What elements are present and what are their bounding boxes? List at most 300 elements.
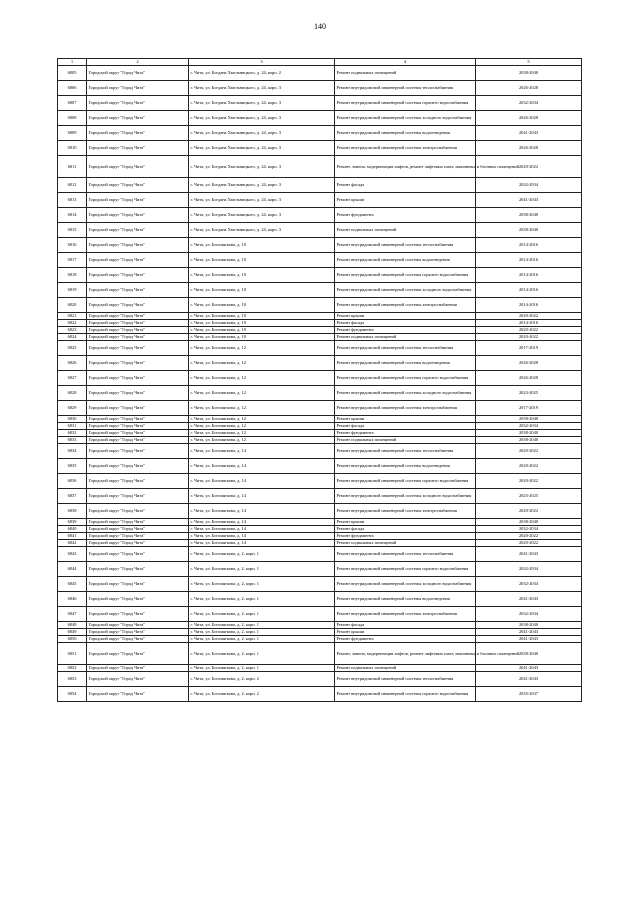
address-cell: г. Чита, ул. Богдана Хмельницкого, д. 24, корп. 3 xyxy=(189,96,335,111)
address-cell: г. Чита, ул. Богдана Хмельницкого, д. 24, корп. 3 xyxy=(189,223,335,238)
work-type-cell: Ремонт внутридомовой инженерной системы теплоснабжения xyxy=(335,547,476,562)
address-cell: г. Чита, ул. Богомягкова, д. 10 xyxy=(189,320,335,327)
table-row xyxy=(58,208,582,223)
row-number: 6843 xyxy=(58,547,87,562)
period-cell: 2032-2034 xyxy=(476,178,582,193)
municipality-cell: Городской округ "Город Чита" xyxy=(87,371,189,386)
register-table xyxy=(57,58,582,702)
table-row xyxy=(58,519,582,526)
row-number: 6846 xyxy=(58,592,87,607)
period-cell: 2041-2043 xyxy=(476,672,582,687)
municipality-cell: Городской округ "Город Чита" xyxy=(87,577,189,592)
period-cell: 2038-2040 xyxy=(476,519,582,526)
row-number: 6829 xyxy=(58,401,87,416)
municipality-cell: Городской округ "Город Чита" xyxy=(87,687,189,702)
table-row xyxy=(58,298,582,313)
row-number: 6830 xyxy=(58,416,87,423)
address-cell: г. Чита, ул. Богомягкова, д. 14 xyxy=(189,540,335,547)
table-row xyxy=(58,607,582,622)
table-row xyxy=(58,687,582,702)
work-type-cell: Ремонт внутридомовой инженерной системы горячего водоснабжения xyxy=(335,371,476,386)
table-row xyxy=(58,178,582,193)
work-type-cell: Ремонт внутридомовой инженерной системы теплоснабжения xyxy=(335,341,476,356)
period-cell: 2023-2025 xyxy=(476,489,582,504)
table-row xyxy=(58,268,582,283)
row-number: 6805 xyxy=(58,66,87,81)
row-number: 6807 xyxy=(58,96,87,111)
work-type-cell: Ремонт подвальных помещений xyxy=(335,223,476,238)
address-cell: г. Чита, ул. Богдана Хмельницкого, д. 24, корп. 3 xyxy=(189,111,335,126)
table-row xyxy=(58,430,582,437)
municipality-cell: Городской округ "Город Чита" xyxy=(87,126,189,141)
work-type-cell: Ремонт фасада xyxy=(335,526,476,533)
row-number: 6828 xyxy=(58,386,87,401)
municipality-cell: Городской округ "Город Чита" xyxy=(87,223,189,238)
municipality-cell: Городской округ "Город Чита" xyxy=(87,636,189,643)
table-row xyxy=(58,96,582,111)
table-row xyxy=(58,444,582,459)
municipality-cell: Городской округ "Город Чита" xyxy=(87,111,189,126)
municipality-cell: Городской округ "Город Чита" xyxy=(87,622,189,629)
address-cell: г. Чита, ул. Богдана Хмельницкого, д. 24, корп. 3 xyxy=(189,126,335,141)
address-cell: г. Чита, ул. Богдана Хмельницкого, д. 24, корп. 3 xyxy=(189,81,335,96)
table-row xyxy=(58,504,582,519)
period-cell: 2014-2016 xyxy=(476,268,582,283)
municipality-cell: Городской округ "Город Чита" xyxy=(87,386,189,401)
column-header: 1 xyxy=(58,59,87,66)
table-row xyxy=(58,66,582,81)
address-cell: г. Чита, ул. Богомягкова, д. 2, корп. 1 xyxy=(189,643,335,665)
work-type-cell: Ремонт внутридомовой инженерной системы водоотведения xyxy=(335,459,476,474)
address-cell: г. Чита, ул. Богдана Хмельницкого, д. 24, корп. 3 xyxy=(189,208,335,223)
period-cell: 2020-2022 xyxy=(476,444,582,459)
table-row xyxy=(58,526,582,533)
address-cell: г. Чита, ул. Богомягкова, д. 14 xyxy=(189,504,335,519)
work-type-cell: Ремонт внутридомовой инженерной системы водоотведения xyxy=(335,253,476,268)
municipality-cell: Городской округ "Город Чита" xyxy=(87,437,189,444)
table-row xyxy=(58,238,582,253)
municipality-cell: Городской округ "Город Чита" xyxy=(87,672,189,687)
work-type-cell: Ремонт внутридомовой инженерной системы водоотведения xyxy=(335,592,476,607)
period-cell: 2017-2019 xyxy=(476,341,582,356)
period-cell: 2032-2034 xyxy=(476,607,582,622)
municipality-cell: Городской округ "Город Чита" xyxy=(87,66,189,81)
municipality-cell: Городской округ "Город Чита" xyxy=(87,81,189,96)
row-number: 6848 xyxy=(58,622,87,629)
table-row xyxy=(58,665,582,672)
address-cell: г. Чита, ул. Богдана Хмельницкого, д. 24, корп. 3 xyxy=(189,156,335,178)
address-cell: г. Чита, ул. Богомягкова, д. 12 xyxy=(189,386,335,401)
table-row xyxy=(58,423,582,430)
address-cell: г. Чита, ул. Богомягкова, д. 2, корп. 2 xyxy=(189,687,335,702)
row-number: 6816 xyxy=(58,238,87,253)
municipality-cell: Городской округ "Город Чита" xyxy=(87,208,189,223)
table-row xyxy=(58,577,582,592)
table-row xyxy=(58,401,582,416)
address-cell: г. Чита, ул. Богомягкова, д. 14 xyxy=(189,519,335,526)
row-number: 6815 xyxy=(58,223,87,238)
table-row xyxy=(58,253,582,268)
period-cell: 2020-2022 xyxy=(476,540,582,547)
row-number: 6833 xyxy=(58,437,87,444)
period-cell: 2014-2016 xyxy=(476,238,582,253)
municipality-cell: Городской округ "Город Чита" xyxy=(87,96,189,111)
municipality-cell: Городской округ "Город Чита" xyxy=(87,268,189,283)
period-cell: 2026-2028 xyxy=(476,356,582,371)
address-cell: г. Чита, ул. Богомягкова, д. 12 xyxy=(189,416,335,423)
address-cell: г. Чита, ул. Богдана Хмельницкого, д. 24, корп. 3 xyxy=(189,178,335,193)
period-cell: 2023-2025 xyxy=(476,386,582,401)
table-row xyxy=(58,643,582,665)
period-cell: 2038-2040 xyxy=(476,622,582,629)
row-number: 6826 xyxy=(58,356,87,371)
work-type-cell: Ремонт фасада xyxy=(335,178,476,193)
table-row xyxy=(58,341,582,356)
column-header: 4 xyxy=(335,59,476,66)
municipality-cell: Городской округ "Город Чита" xyxy=(87,178,189,193)
work-type-cell: Ремонт крыши xyxy=(335,193,476,208)
row-number: 6810 xyxy=(58,141,87,156)
period-cell: 2014-2016 xyxy=(476,253,582,268)
municipality-cell: Городской округ "Город Чита" xyxy=(87,665,189,672)
period-cell: 2026-2028 xyxy=(476,371,582,386)
period-cell: 2014-2016 xyxy=(476,298,582,313)
period-cell: 2026-2028 xyxy=(476,81,582,96)
row-number: 6817 xyxy=(58,253,87,268)
period-cell: 2035-2037 xyxy=(476,687,582,702)
work-type-cell: Ремонт подвальных помещений xyxy=(335,334,476,341)
municipality-cell: Городской округ "Город Чита" xyxy=(87,423,189,430)
address-cell: г. Чита, ул. Богомягкова, д. 12 xyxy=(189,437,335,444)
municipality-cell: Городской округ "Город Чита" xyxy=(87,327,189,334)
address-cell: г. Чита, ул. Богомягкова, д. 2, корп. 1 xyxy=(189,665,335,672)
row-number: 6813 xyxy=(58,193,87,208)
address-cell: г. Чита, ул. Богомягкова, д. 14 xyxy=(189,533,335,540)
period-cell: 2038-2040 xyxy=(476,66,582,81)
table-row xyxy=(58,81,582,96)
row-number: 6842 xyxy=(58,540,87,547)
table-body xyxy=(58,66,582,702)
work-type-cell: Ремонт внутридомовой инженерной системы теплоснабжения xyxy=(335,444,476,459)
municipality-cell: Городской округ "Город Чита" xyxy=(87,489,189,504)
address-cell: г. Чита, ул. Богомягкова, д. 12 xyxy=(189,371,335,386)
period-cell: 2020-2022 xyxy=(476,459,582,474)
period-cell: 2032-2034 xyxy=(476,562,582,577)
table-row xyxy=(58,540,582,547)
period-cell: 2038-2040 xyxy=(476,643,582,665)
address-cell: г. Чита, ул. Богомягкова, д. 14 xyxy=(189,474,335,489)
work-type-cell: Ремонт фундамента xyxy=(335,533,476,540)
municipality-cell: Городской округ "Город Чита" xyxy=(87,334,189,341)
period-cell: 2038-2040 xyxy=(476,437,582,444)
row-number: 6837 xyxy=(58,489,87,504)
row-number: 6824 xyxy=(58,334,87,341)
municipality-cell: Городской округ "Город Чита" xyxy=(87,459,189,474)
work-type-cell: Ремонт внутридомовой инженерной системы горячего водоснабжения xyxy=(335,562,476,577)
row-number: 6853 xyxy=(58,672,87,687)
row-number: 6841 xyxy=(58,533,87,540)
work-type-cell: Ремонт фундамента xyxy=(335,430,476,437)
period-cell: 2020-2022 xyxy=(476,334,582,341)
address-cell: г. Чита, ул. Богомягкова, д. 10 xyxy=(189,313,335,320)
municipality-cell: Городской округ "Город Чита" xyxy=(87,607,189,622)
address-cell: г. Чита, ул. Богомягкова, д. 2, корп. 1 xyxy=(189,592,335,607)
row-number: 6839 xyxy=(58,519,87,526)
work-type-cell: Ремонт фундамента xyxy=(335,208,476,223)
period-cell: 2020-2022 xyxy=(476,533,582,540)
period-cell: 2020-2022 xyxy=(476,313,582,320)
row-number: 6819 xyxy=(58,283,87,298)
table-row xyxy=(58,320,582,327)
municipality-cell: Городской округ "Город Чита" xyxy=(87,313,189,320)
table-row xyxy=(58,437,582,444)
row-number: 6831 xyxy=(58,423,87,430)
address-cell: г. Чита, ул. Богдана Хмельницкого, д. 24, корп. 3 xyxy=(189,193,335,208)
address-cell: г. Чита, ул. Богомягкова, д. 2, корп. 1 xyxy=(189,562,335,577)
work-type-cell: Ремонт крыши xyxy=(335,629,476,636)
row-number: 6811 xyxy=(58,156,87,178)
table-row xyxy=(58,547,582,562)
table-row xyxy=(58,592,582,607)
period-cell: 2041-2043 xyxy=(476,126,582,141)
municipality-cell: Городской округ "Город Чита" xyxy=(87,474,189,489)
period-cell: 2041-2043 xyxy=(476,193,582,208)
address-cell: г. Чита, ул. Богомягкова, д. 10 xyxy=(189,283,335,298)
work-type-cell: Ремонт подвальных помещений xyxy=(335,66,476,81)
work-type-cell: Ремонт внутридомовой инженерной системы электроснабжения xyxy=(335,298,476,313)
work-type-cell: Ремонт внутридомовой инженерной системы горячего водоснабжения xyxy=(335,268,476,283)
address-cell: г. Чита, ул. Богомягкова, д. 2, корп. 2 xyxy=(189,672,335,687)
municipality-cell: Городской округ "Город Чита" xyxy=(87,526,189,533)
period-cell: 2026-2028 xyxy=(476,141,582,156)
row-number: 6825 xyxy=(58,341,87,356)
work-type-cell: Ремонт подвальных помещений xyxy=(335,540,476,547)
address-cell: г. Чита, ул. Богомягкова, д. 12 xyxy=(189,423,335,430)
address-cell: г. Чита, ул. Богомягкова, д. 10 xyxy=(189,327,335,334)
address-cell: г. Чита, ул. Богомягкова, д. 2, корп. 1 xyxy=(189,607,335,622)
work-type-cell: Ремонт фундамента xyxy=(335,636,476,643)
period-cell: 2038-2040 xyxy=(476,208,582,223)
address-cell: г. Чита, ул. Богомягкова, д. 14 xyxy=(189,526,335,533)
municipality-cell: Городской округ "Город Чита" xyxy=(87,643,189,665)
work-type-cell: Ремонт фасада xyxy=(335,622,476,629)
municipality-cell: Городской округ "Город Чита" xyxy=(87,504,189,519)
table-row xyxy=(58,622,582,629)
municipality-cell: Городской округ "Город Чита" xyxy=(87,341,189,356)
row-number: 6806 xyxy=(58,81,87,96)
period-cell: 2020-2022 xyxy=(476,474,582,489)
address-cell: г. Чита, ул. Богдана Хмельницкого, д. 24, корп. 3 xyxy=(189,141,335,156)
municipality-cell: Городской округ "Город Чита" xyxy=(87,444,189,459)
period-cell: 2041-2043 xyxy=(476,636,582,643)
table-row xyxy=(58,111,582,126)
address-cell: г. Чита, ул. Богомягкова, д. 12 xyxy=(189,430,335,437)
municipality-cell: Городской округ "Город Чита" xyxy=(87,540,189,547)
table-row xyxy=(58,327,582,334)
work-type-cell: Ремонт внутридомовой инженерной системы холодного водоснабжения xyxy=(335,111,476,126)
address-cell: г. Чита, ул. Богомягкова, д. 14 xyxy=(189,489,335,504)
row-number: 6844 xyxy=(58,562,87,577)
row-number: 6835 xyxy=(58,459,87,474)
municipality-cell: Городской округ "Город Чита" xyxy=(87,320,189,327)
table-row xyxy=(58,156,582,178)
page-number: 140 xyxy=(314,22,326,31)
work-type-cell: Ремонт внутридомовой инженерной системы теплоснабжения xyxy=(335,238,476,253)
work-type-cell: Ремонт фасада xyxy=(335,320,476,327)
table-row xyxy=(58,356,582,371)
period-cell: 2017-2019 xyxy=(476,401,582,416)
period-cell: 2026-2028 xyxy=(476,111,582,126)
row-number: 6823 xyxy=(58,327,87,334)
address-cell: г. Чита, ул. Богомягкова, д. 2, корп. 1 xyxy=(189,547,335,562)
municipality-cell: Городской округ "Город Чита" xyxy=(87,253,189,268)
municipality-cell: Городской округ "Город Чита" xyxy=(87,283,189,298)
row-number: 6838 xyxy=(58,504,87,519)
period-cell: 2038-2040 xyxy=(476,430,582,437)
row-number: 6827 xyxy=(58,371,87,386)
table-row xyxy=(58,459,582,474)
table-row xyxy=(58,193,582,208)
work-type-cell: Ремонт внутридомовой инженерной системы горячего водоснабжения xyxy=(335,687,476,702)
address-cell: г. Чита, ул. Богомягкова, д. 2, корп. 1 xyxy=(189,629,335,636)
work-type-cell: Ремонт внутридомовой инженерной системы электроснабжения xyxy=(335,141,476,156)
municipality-cell: Городской округ "Город Чита" xyxy=(87,519,189,526)
table-row xyxy=(58,562,582,577)
municipality-cell: Городской округ "Город Чита" xyxy=(87,156,189,178)
column-header: 3 xyxy=(189,59,335,66)
municipality-cell: Городской округ "Город Чита" xyxy=(87,547,189,562)
row-number: 6847 xyxy=(58,607,87,622)
table-row xyxy=(58,334,582,341)
address-cell: г. Чита, ул. Богомягкова, д. 14 xyxy=(189,444,335,459)
table-row xyxy=(58,283,582,298)
municipality-cell: Городской округ "Город Чита" xyxy=(87,430,189,437)
address-cell: г. Чита, ул. Богомягкова, д. 10 xyxy=(189,238,335,253)
row-number: 6851 xyxy=(58,643,87,665)
row-number: 6854 xyxy=(58,687,87,702)
address-cell: г. Чита, ул. Богдана Хмельницкого, д. 24, корп. 2 xyxy=(189,66,335,81)
municipality-cell: Городской округ "Город Чита" xyxy=(87,193,189,208)
work-type-cell: Ремонт внутридомовой инженерной системы электроснабжения xyxy=(335,607,476,622)
column-number-row xyxy=(58,59,582,66)
period-cell: 2038-2040 xyxy=(476,223,582,238)
row-number: 6812 xyxy=(58,178,87,193)
table-row xyxy=(58,489,582,504)
table-row xyxy=(58,386,582,401)
table-row xyxy=(58,636,582,643)
row-number: 6818 xyxy=(58,268,87,283)
period-cell: 2041-2043 xyxy=(476,629,582,636)
work-type-cell: Ремонт внутридомовой инженерной системы электроснабжения xyxy=(335,401,476,416)
work-type-cell: Ремонт подвальных помещений xyxy=(335,437,476,444)
work-type-cell: Ремонт фасада xyxy=(335,423,476,430)
period-cell: 2041-2043 xyxy=(476,547,582,562)
work-type-cell: Ремонт крыши xyxy=(335,313,476,320)
table-row xyxy=(58,474,582,489)
period-cell: 2041-2043 xyxy=(476,665,582,672)
table-row xyxy=(58,141,582,156)
municipality-cell: Городской округ "Город Чита" xyxy=(87,533,189,540)
work-type-cell: Ремонт, замена, модернизация лифтов, ремонт лифтовых шахт, машинных и блочных помещений xyxy=(335,643,476,665)
work-type-cell: Ремонт внутридомовой инженерной системы холодного водоснабжения xyxy=(335,489,476,504)
municipality-cell: Городской округ "Город Чита" xyxy=(87,416,189,423)
municipality-cell: Городской округ "Город Чита" xyxy=(87,141,189,156)
work-type-cell: Ремонт внутридомовой инженерной системы холодного водоснабжения xyxy=(335,577,476,592)
address-cell: г. Чита, ул. Богомягкова, д. 10 xyxy=(189,334,335,341)
period-cell: 2032-2034 xyxy=(476,423,582,430)
address-cell: г. Чита, ул. Богомягкова, д. 12 xyxy=(189,401,335,416)
row-number: 6821 xyxy=(58,313,87,320)
row-number: 6836 xyxy=(58,474,87,489)
period-cell: 2020-2022 xyxy=(476,156,582,178)
row-number: 6808 xyxy=(58,111,87,126)
address-cell: г. Чита, ул. Богомягкова, д. 2, корп. 1 xyxy=(189,636,335,643)
row-number: 6834 xyxy=(58,444,87,459)
table-row xyxy=(58,371,582,386)
row-number: 6814 xyxy=(58,208,87,223)
municipality-cell: Городской округ "Город Чита" xyxy=(87,238,189,253)
row-number: 6822 xyxy=(58,320,87,327)
period-cell: 2032-2034 xyxy=(476,96,582,111)
work-type-cell: Ремонт внутридомовой инженерной системы теплоснабжения xyxy=(335,81,476,96)
address-cell: г. Чита, ул. Богомягкова, д. 10 xyxy=(189,253,335,268)
work-type-cell: Ремонт, замена, модернизация лифтов, ремонт лифтовых шахт, машинных и блочных помещений xyxy=(335,156,476,178)
work-type-cell: Ремонт внутридомовой инженерной системы горячего водоснабжения xyxy=(335,96,476,111)
address-cell: г. Чита, ул. Богомягкова, д. 10 xyxy=(189,298,335,313)
column-header: 5 xyxy=(476,59,582,66)
period-cell: 2032-2034 xyxy=(476,577,582,592)
table-row xyxy=(58,313,582,320)
municipality-cell: Городской округ "Город Чита" xyxy=(87,562,189,577)
table-row xyxy=(58,223,582,238)
municipality-cell: Городской округ "Город Чита" xyxy=(87,629,189,636)
period-cell: 2032-2034 xyxy=(476,526,582,533)
table-row xyxy=(58,672,582,687)
row-number: 6832 xyxy=(58,430,87,437)
work-type-cell: Ремонт внутридомовой инженерной системы электроснабжения xyxy=(335,504,476,519)
work-type-cell: Ремонт фундамента xyxy=(335,327,476,334)
work-type-cell: Ремонт внутридомовой инженерной системы горячего водоснабжения xyxy=(335,474,476,489)
column-header: 2 xyxy=(87,59,189,66)
table-row xyxy=(58,416,582,423)
work-type-cell: Ремонт внутридомовой инженерной системы водоотведения xyxy=(335,126,476,141)
work-type-cell: Ремонт подвальных помещений xyxy=(335,665,476,672)
address-cell: г. Чита, ул. Богомягкова, д. 10 xyxy=(189,268,335,283)
period-cell: 2020-2022 xyxy=(476,504,582,519)
address-cell: г. Чита, ул. Богомягкова, д. 12 xyxy=(189,341,335,356)
period-cell: 2014-2016 xyxy=(476,320,582,327)
table-row xyxy=(58,126,582,141)
municipality-cell: Городской округ "Город Чита" xyxy=(87,356,189,371)
row-number: 6809 xyxy=(58,126,87,141)
row-number: 6845 xyxy=(58,577,87,592)
address-cell: г. Чита, ул. Богомягкова, д. 2, корп. 1 xyxy=(189,577,335,592)
period-cell: 2014-2016 xyxy=(476,283,582,298)
work-type-cell: Ремонт внутридомовой инженерной системы холодного водоснабжения xyxy=(335,283,476,298)
municipality-cell: Городской округ "Город Чита" xyxy=(87,592,189,607)
row-number: 6850 xyxy=(58,636,87,643)
period-cell: 2020-2022 xyxy=(476,327,582,334)
work-type-cell: Ремонт внутридомовой инженерной системы теплоснабжения xyxy=(335,672,476,687)
work-type-cell: Ремонт внутридомовой инженерной системы холодного водоснабжения xyxy=(335,386,476,401)
table-row xyxy=(58,629,582,636)
work-type-cell: Ремонт крыши xyxy=(335,416,476,423)
row-number: 6840 xyxy=(58,526,87,533)
row-number: 6852 xyxy=(58,665,87,672)
municipality-cell: Городской округ "Город Чита" xyxy=(87,298,189,313)
row-number: 6849 xyxy=(58,629,87,636)
address-cell: г. Чита, ул. Богомягкова, д. 2, корп. 1 xyxy=(189,622,335,629)
